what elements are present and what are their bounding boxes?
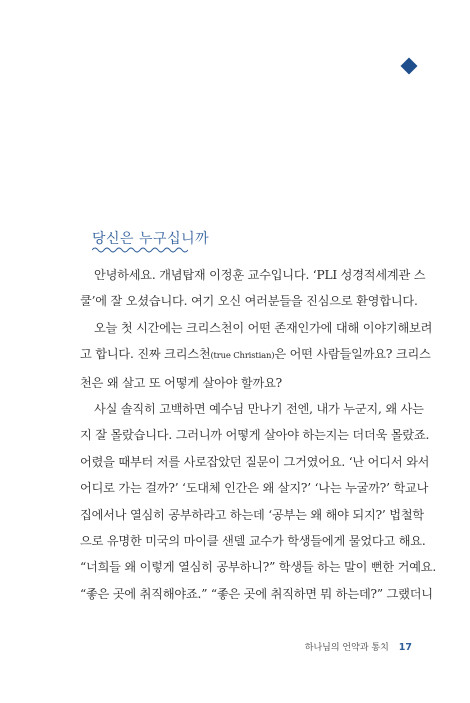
text-line: 어렸을 때부터 저를 사로잡았던 질문이 그거였어요. ‘난 어디서 와서 [80,454,430,469]
body-text [80,262,437,607]
text-line: 어디로 가는 걸까?’ ‘도대체 인간은 왜 살지?’ ‘나는 누굴까?’ 학교나 [80,481,429,496]
page-number: 17 [398,642,412,653]
diamond-ornament-icon [401,58,418,75]
text-line: 으로 유명한 미국의 마이클 샌델 교수가 학생들에게 물었다고 해요. [80,534,426,549]
running-title: 하나님의 언약과 통치 [304,643,389,653]
wavy-underline [92,246,188,254]
text-line: 집에서나 열심히 공부하라고 하는데 ‘공부는 왜 해야 되지?’ 법철학 [80,507,424,522]
page-footer [305,640,412,653]
text-line: 사실 솔직히 고백하면 예수님 만나기 전엔, 내가 누군지, 왜 사는 [94,402,424,417]
text-line: 쿨’에 잘 오셨습니다. 여기 오신 여러분들을 진심으로 환영합니다. [80,294,418,309]
english-gloss: (true Christian) [210,351,275,362]
text-line [80,341,431,369]
text-line: 오늘 첫 시간에는 크리스천이 어떤 존재인가에 대해 이야기해보려 [94,320,433,335]
text-line: 안녕하세요. 개념탑재 이정훈 교수입니다. ‘PLI 성경적세계관 스 [94,268,426,282]
text-line: 천은 왜 살고 또 어떻게 살아야 할까요? [80,375,282,390]
text-line: “좋은 곳에 취직해야죠.” “좋은 곳에 취직하면 뭐 하는데?” 그랬더니 [80,586,433,601]
text-line: 지 잘 몰랐습니다. 그러니까 어떻게 살아야 하는지는 더더욱 몰랐죠. [80,428,430,443]
text-line: “너희들 왜 이렇게 열심히 공부하니?” 학생들 하는 말이 뻔한 거예요. [80,560,437,575]
text-segment: 고 합니다. 진짜 크리스천 [80,347,211,362]
text-segment: 은 어떤 사람들일까요? 크리스 [274,347,431,362]
chapter-title: 당신은 누구십니까 [92,231,210,247]
